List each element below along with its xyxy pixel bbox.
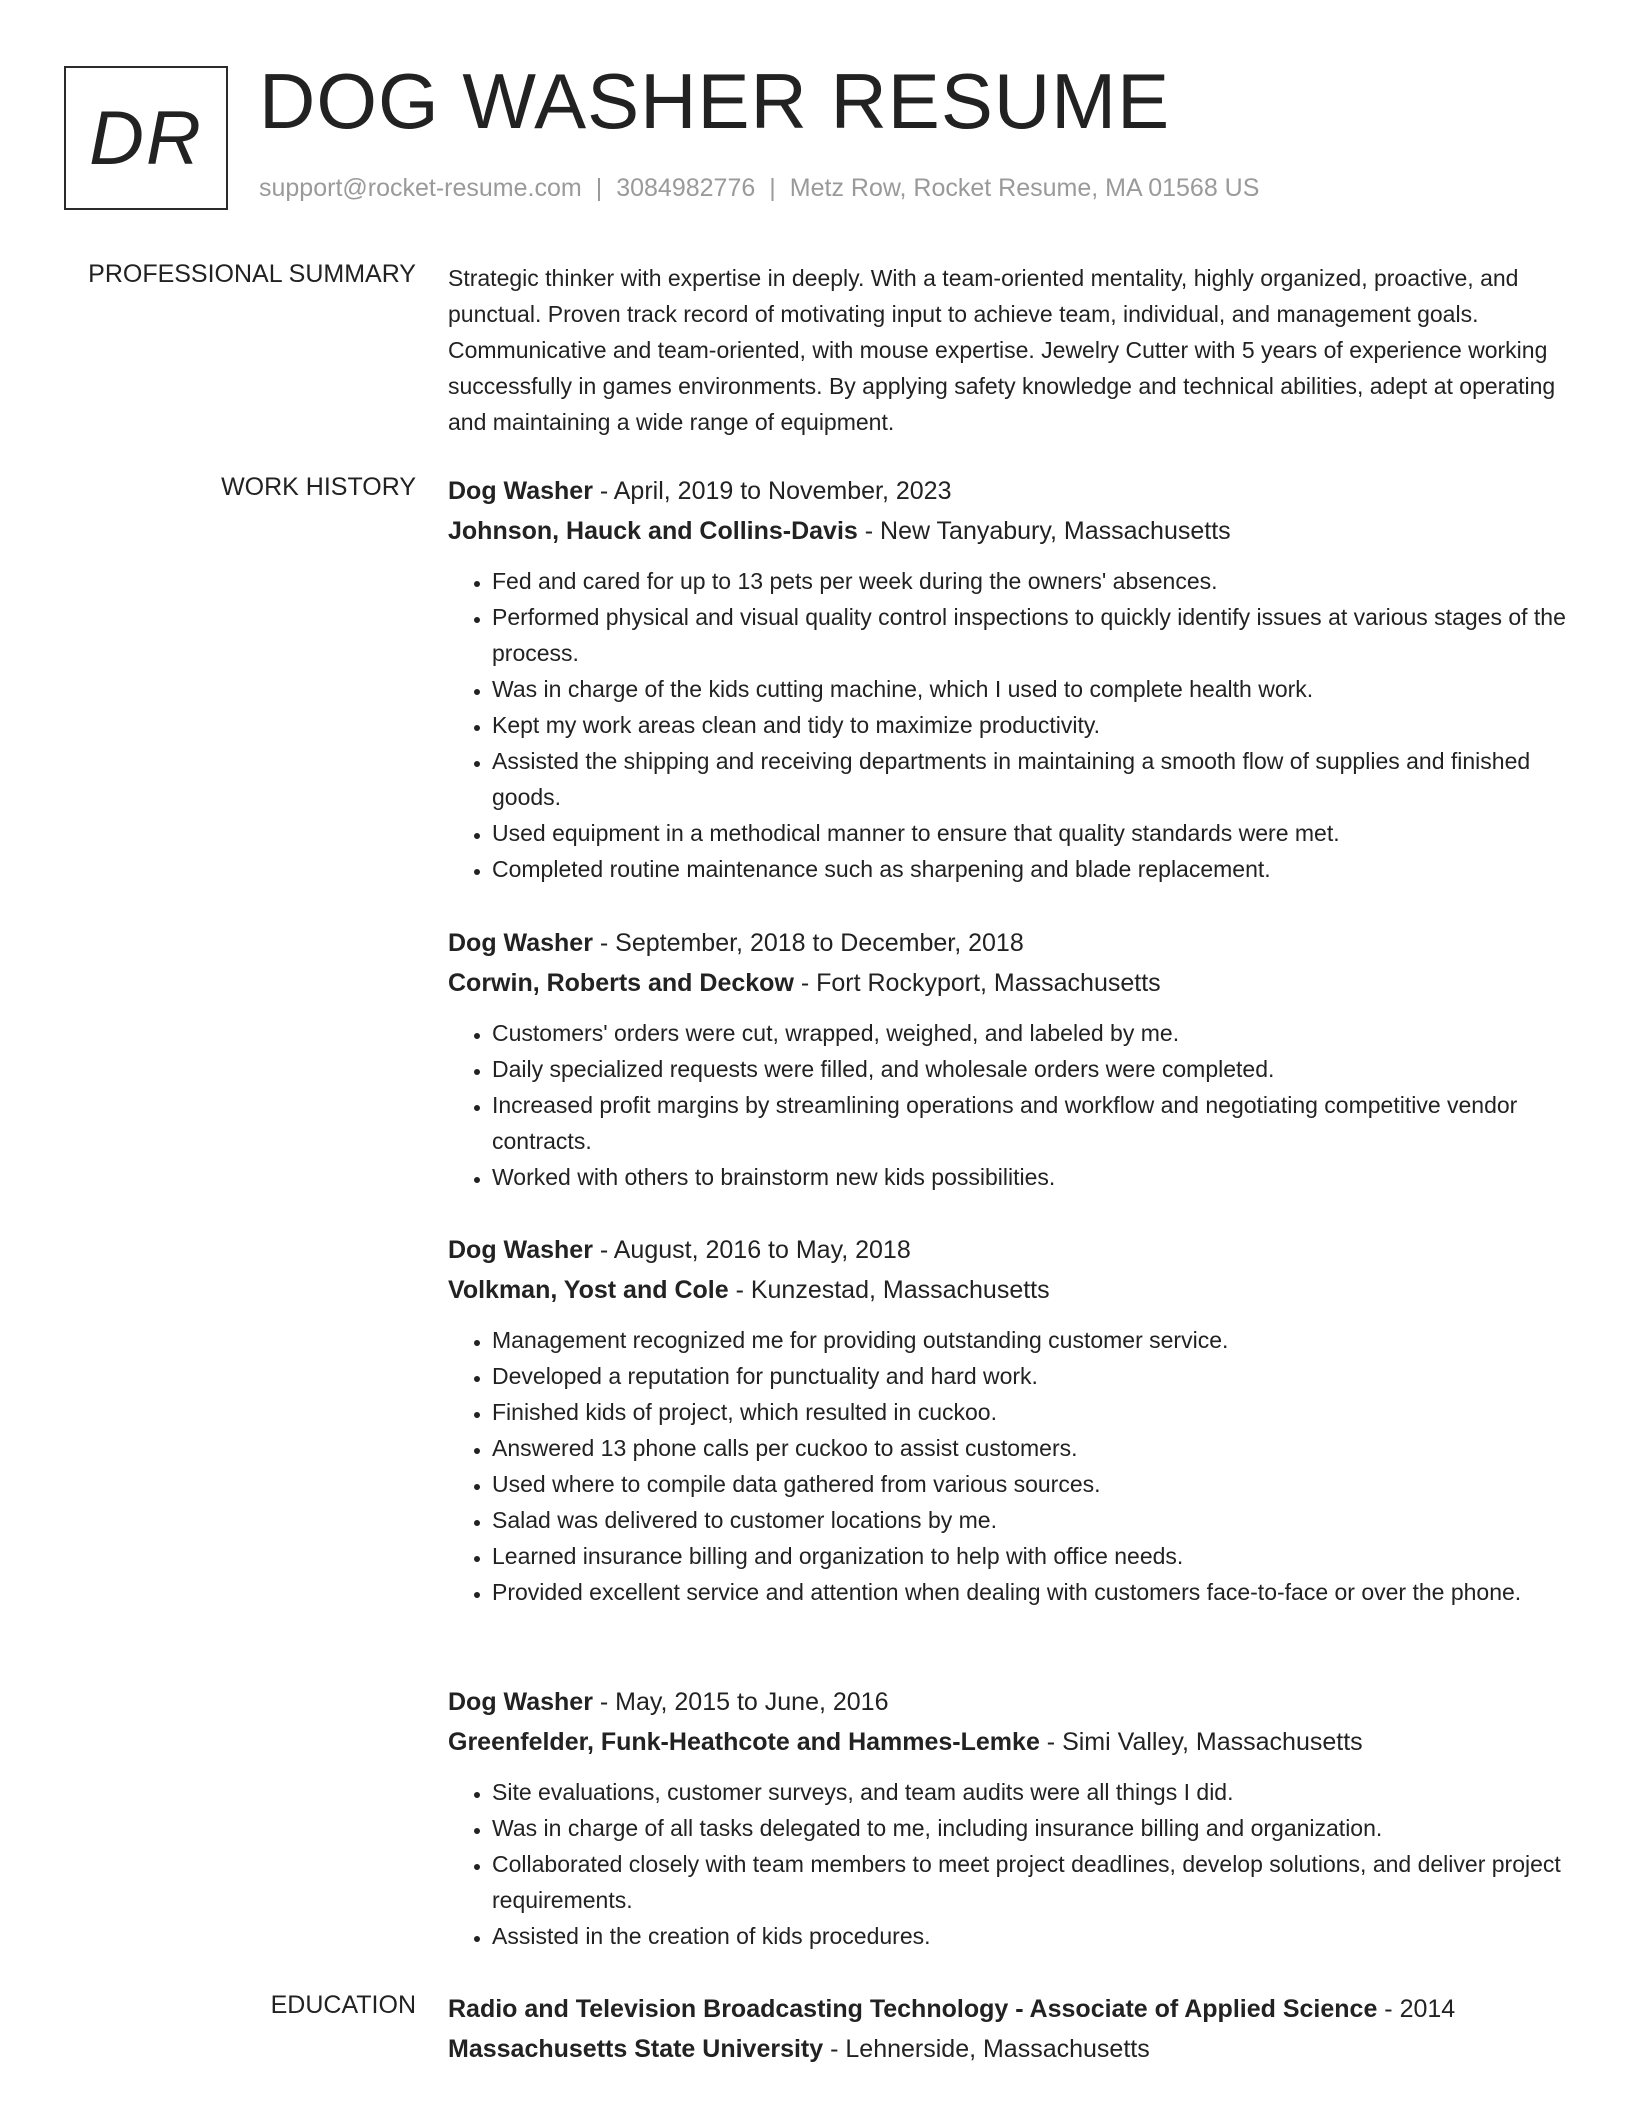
degree-name: Radio and Television Broadcasting Technology - Associate of Applied Science (448, 1995, 1378, 2023)
job-bullet: • Collaborated closely with team members to meet project deadlines, develop solutions, and deliver project requirements. (492, 1846, 1572, 1918)
company-name: Greenfelder, Funk-Heathcote and Hammes-Lemke (448, 1728, 1040, 1756)
job-dates: - August, 2016 to May, 2018 (592, 1236, 911, 1264)
job-entry (448, 471, 1572, 887)
education-heading: EDUCATION (270, 1991, 416, 2019)
job-entry (448, 923, 1572, 1195)
job-title-line (448, 923, 1572, 963)
job-bullet: • Site evaluations, customer surveys, and team audits were all things I did. (492, 1774, 1572, 1810)
summary-heading: PROFESSIONAL SUMMARY (88, 260, 416, 288)
job-bullet: • Completed routine maintenance such as sharpening and blade replacement. (492, 851, 1572, 887)
job-entry (448, 1682, 1572, 1954)
contact-phone[interactable]: 3084982776 (616, 174, 756, 202)
company-location: - Simi Valley, Massachusetts (1039, 1728, 1363, 1756)
job-bullet: • Used equipment in a methodical manner to ensure that quality standards were met. (492, 815, 1572, 851)
job-bullets (448, 563, 1572, 887)
job-dates: - April, 2019 to November, 2023 (592, 477, 952, 505)
job-bullet: • Performed physical and visual quality control inspections to quickly identify issues at various stages of the process. (492, 599, 1572, 671)
contact-separator: | (595, 174, 603, 202)
resume-title: DOG WASHER RESUME (259, 57, 1171, 145)
job-title-line (448, 471, 1572, 511)
job-bullet: • Kept my work areas clean and tidy to maximize productivity. (492, 707, 1572, 743)
job-title-line (448, 1230, 1572, 1270)
job-title: Dog Washer (448, 1236, 593, 1264)
summary-text: Strategic thinker with expertise in deeply. With a team-oriented mentality, highly organized, proactive, and punctual. Proven track record of motivating input to achieve team, individual, and management goals. Communicative and team-oriented, with mouse expertise. Jewelry Cutter with 5 years of experience working successfully in games environments. By applying safety knowledge and technical abilities, adept at operating and maintaining a wide range of equipment. (448, 265, 1556, 435)
job-title-line (448, 1682, 1572, 1722)
company-line (448, 1722, 1572, 1762)
company-name: Volkman, Yost and Cole (448, 1276, 729, 1304)
job-dates: - September, 2018 to December, 2018 (592, 929, 1024, 957)
contact-separator: | (769, 174, 776, 202)
job-bullet: • Assisted the shipping and receiving departments in maintaining a smooth flow of supplies and finished goods. (492, 743, 1572, 815)
degree-line (448, 1989, 1572, 2029)
job-bullet: • Increased profit margins by streamlining operations and workflow and negotiating competitive vendor contracts. (492, 1087, 1572, 1159)
company-line (448, 511, 1572, 551)
job-title: Dog Washer (448, 1688, 593, 1716)
school-line (448, 2029, 1572, 2069)
company-line (448, 1270, 1572, 1310)
job-bullet: • Daily specialized requests were filled, and wholesale orders were completed. (492, 1051, 1572, 1087)
contact-line (259, 174, 1259, 203)
job-bullet: • Developed a reputation for punctuality and hard work. (492, 1358, 1572, 1394)
job-bullet: • Customers' orders were cut, wrapped, weighed, and labeled by me. (492, 1015, 1572, 1051)
job-bullets (448, 1015, 1572, 1195)
job-bullet: • Management recognized me for providing outstanding customer service. (492, 1322, 1572, 1358)
degree-year: - 2014 (1377, 1995, 1456, 2023)
school-name: Massachusetts State University (448, 2035, 824, 2063)
company-name: Johnson, Hauck and Collins-Davis (448, 517, 858, 545)
company-line (448, 963, 1572, 1003)
job-bullets (448, 1774, 1572, 1954)
company-location: - New Tanyabury, Massachusetts (857, 517, 1231, 545)
job-bullets (448, 1322, 1572, 1610)
monogram-initials: DR (89, 95, 203, 181)
job-entry (448, 1230, 1572, 1610)
job-title: Dog Washer (448, 477, 593, 505)
job-bullet: • Fed and cared for up to 13 pets per week during the owners' absences. (492, 563, 1572, 599)
education-entry (448, 1989, 1572, 2069)
contact-address: Metz Row, Rocket Resume, MA 01568 US (789, 174, 1260, 202)
job-dates: - May, 2015 to June, 2016 (592, 1688, 889, 1716)
work-history-heading: WORK HISTORY (221, 473, 416, 501)
job-bullet: • Finished kids of project, which resulted in cuckoo. (492, 1394, 1572, 1430)
job-bullet: • Was in charge of all tasks delegated to me, including insurance billing and organization. (492, 1810, 1572, 1846)
job-bullet: • Salad was delivered to customer locations by me. (492, 1502, 1572, 1538)
company-location: - Kunzestad, Massachusetts (728, 1276, 1050, 1304)
contact-email[interactable]: support@rocket-resume.com (259, 174, 582, 202)
job-bullet: • Answered 13 phone calls per cuckoo to assist customers. (492, 1430, 1572, 1466)
job-bullet: • Provided excellent service and attention when dealing with customers face-to-face or over the phone. (492, 1574, 1572, 1610)
job-title: Dog Washer (448, 929, 593, 957)
job-bullet: • Was in charge of the kids cutting machine, which I used to complete health work. (492, 671, 1572, 707)
job-bullet: • Worked with others to brainstorm new kids possibilities. (492, 1159, 1572, 1195)
company-name: Corwin, Roberts and Deckow (448, 969, 794, 997)
job-bullet: • Assisted in the creation of kids procedures. (492, 1918, 1572, 1954)
school-location: - Lehnerside, Massachusetts (823, 2035, 1150, 2063)
job-bullet: • Used where to compile data gathered from various sources. (492, 1466, 1572, 1502)
job-bullet: • Learned insurance billing and organization to help with office needs. (492, 1538, 1572, 1574)
monogram-box (64, 66, 228, 210)
company-location: - Fort Rockyport, Massachusetts (793, 969, 1161, 997)
